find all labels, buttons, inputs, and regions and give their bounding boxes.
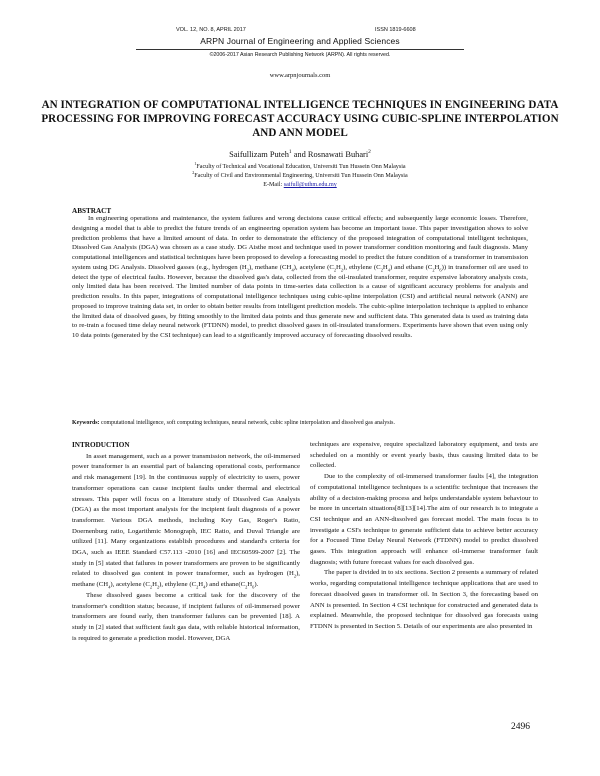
abstract-text: ) and ethane (C xyxy=(389,263,433,271)
author-1: Saifullizam Puteh xyxy=(229,150,289,159)
intro-paragraph: Due to the complexity of oil-immersed transformer faults [4], the integration of computational intelligence techniques is a scientific technique that increases the ability of a decision-making process and helps understandable system behaviour to be more in uncertain situations[8][13][14].The aim of our research is to integrate a CSI technique and an ANN-dissolved gas forecast model. The main focus is to investigate a CSI's technique to generate sufficient data to achieve better accuracy for a Focused Time Delay Neural Network (FTDNN) model to predict dissolved gases. This integration approach will enhance oil-immerse transformer fault diagnosis; with future forecast values for each dissolved gas. xyxy=(310,473,538,566)
affil-1-sup: 1 xyxy=(194,160,197,166)
author-and: and xyxy=(291,150,308,159)
subscript: 2 xyxy=(432,267,435,273)
email-link[interactable]: saifull@uthm.edu.my xyxy=(283,182,337,188)
right-column xyxy=(310,440,538,633)
body-text: In asset management, such as a power transmission network, the oil-immersed power transformer is an essential part of balancing operational costs, performance and risk management [19]. In the continuous supply of electricity to users, power transformer operations can cause incipient faults under thermal and electrical stresses. This paper will focus on a literature study of Dissolved Gas Analysis (DGA) as the most important analysis for the incipient fault diagnosis of a power transformer. Various DGA methods, including Key Gas, Roger's Ratio, Doernenburg ratio, Logarithmic Monograph, IEC Ratio, and Duval Triangle are utilized [11]. Many organizations establish procedures and standard's criteria for DGA, such as IEEE Standard C57.113 -2010 [16] and IEC60599-2007 [2]. The study in [5] stated that failures in power transformers are proven to be significantly related to dissolved gas content in power transformer, such as hydrogen (H xyxy=(72,452,300,578)
author-1-sup: 1 xyxy=(288,149,292,156)
subscript: 2 xyxy=(196,584,199,590)
affiliation-1 xyxy=(0,160,600,172)
volume-info: VOL. 12, NO. 8, APRIL 2017 xyxy=(176,27,246,33)
abstract-text: H xyxy=(336,263,341,271)
intro-paragraph: The paper is divided in to six sections. Section 2 presents a summary of related works, regarding computational intelligence technique applications that are used to forecast dissolved gases in transformer oil. In Section 3, the forecasting based on ANN is presented. In Section 4 CSI technique for constructed and generated data is explained. Meanwhile, the proposed technique for dissolved gas forecasts using FTDNN is presented in Section 5. Details of our experiments are also presented in xyxy=(310,569,538,630)
intro-paragraph: These dissolved gases become a critical task for the discovery of the transformer's condition status; because, if incipient failures of oil-immersed power transformers are found early, then transformer failures can be prevented [18]. A study in [2] stated that sufficient fault gas data, with reliable historical information, is required to generate a prediction model. However, DGA xyxy=(72,591,300,642)
abstract-text: )) in transformer oil are used to detect the type of electrical faults. However, because the dissolved gas's data, collected from the oil-insulated transformer, require expensive laboratory analysis costs, only limited data has been received. The limited number of data points in time-series data collection is a cause of significant accuracy problems for analysis and prediction results. In this paper, integrations of computational intelligence techniques using cubic-spline interpolation (CSI) and artificial neural network (ANN) are proposed to improve training data set, in order to obtain better results from intelligent prediction models. The cubic-spline interpolation technique is applied to enhance the limited data of dissolved gases, by fitting smoothly to the limited data points and thus generate new and sufficient data. This generated data is used as training data to re-train a focused time delay neural network (FTDNN) model, to predict dissolved gases in oil-insulated transformers. Experiments have shown that even using only 10 data points (generated by the CSI technique) can lead to a significantly improved accuracy of forecasting dissolved results. xyxy=(72,263,528,339)
body-text: H xyxy=(152,581,157,589)
abstract-text: ), ethylene (C xyxy=(343,263,381,271)
subscript: 4 xyxy=(203,584,206,590)
keywords-label: Keywords: xyxy=(72,420,100,426)
keywords-text: computational intelligence, soft computing techniques, neural network, cubic spline interpolation and dissolved gas analysis. xyxy=(99,420,395,426)
email-line xyxy=(0,181,600,190)
abstract-text: In engineering operations and maintenance, the system failures and wrong decisions cause critical effects; and subsequently large economic losses. Therefore, designing a model that is able to predict the future trends of an engineering operation system has become an important issue. This paper investigation shows to solve prediction problems that have a limited amount of data. In order to demonstrate the efficiency of the proposed integration of computational intelligent techniques, Dissolved Gas Analysis (DGA) was chosen as a case study. DG Aisthe xyxy=(72,215,528,252)
subscript: 6 xyxy=(439,267,442,273)
intro-paragraph xyxy=(72,452,300,591)
subscript: 4 xyxy=(291,267,294,273)
paper-title: AN INTEGRATION OF COMPUTATIONAL INTELLIGENCE TECHNIQUES IN ENGINEERING DATA PROCESSING FOR IMPROVING FORECAST ACCURACY USING CUBIC-SPLINE INTERPOLATION AND ANN MODEL xyxy=(41,99,559,139)
subscript: 2 xyxy=(246,267,249,273)
left-column xyxy=(72,440,300,644)
body-text: ) and ethane(C xyxy=(205,581,246,589)
email-label: E-Mail: xyxy=(263,182,284,188)
affil-1-text: Faculty of Technical and Vocational Education, Universiti Tun Hussein Onn Malaysia xyxy=(196,164,406,170)
abstract-text: ), methane (CH xyxy=(248,263,292,271)
author-line xyxy=(0,150,600,159)
abstract-text: most and technique used in power transformer condition monitoring and fault diagnosis. Many computational intelligences and statistical techniques have been proposed to develop a forecasting model to predict the future condition of a transformer in transmission system using DG Analysis. Dissolved gasses (e.g., hydrogen (H xyxy=(72,244,528,271)
abstract-body xyxy=(72,214,528,341)
subscript: 2 xyxy=(340,267,344,273)
issn: ISSN 1819-6608 xyxy=(375,27,416,33)
subscript: 2 xyxy=(380,267,383,273)
author-2-sup: 2 xyxy=(368,149,371,156)
abstract-text: H xyxy=(382,263,388,271)
subscript: 2 xyxy=(333,267,337,273)
subscript: 2 xyxy=(293,573,297,579)
subscript: 2 xyxy=(149,584,153,590)
body-text: H xyxy=(247,581,253,589)
body-text: ). xyxy=(254,581,259,589)
subscript: 2 xyxy=(245,584,248,590)
abstract-text: H xyxy=(434,263,440,271)
subscript: 6 xyxy=(252,584,255,590)
subscript: 2 xyxy=(156,584,160,590)
journal-name: ARPN Journal of Engineering and Applied Sciences xyxy=(200,36,400,46)
page-number: 2496 xyxy=(511,722,530,732)
subscript: 4 xyxy=(108,584,111,590)
affil-2-sup: 2 xyxy=(192,169,195,175)
introduction-heading: INTRODUCTION xyxy=(72,441,130,449)
intro-paragraph: techniques are expensive, require specialized laboratory equipment, and tests are scheduled on a monthly or event yearly basis, thus causing limited data to be collected. xyxy=(310,441,538,470)
keywords xyxy=(72,419,528,427)
affiliation-2 xyxy=(0,169,600,181)
affil-2-text: Faculty of Civil and Environmental Engineering, Universiti Tun Hussein Onn Malaysia xyxy=(194,173,408,179)
body-text: ), acetylene (C xyxy=(110,581,150,589)
subscript: 4 xyxy=(387,267,390,273)
copyright-line: ©2006-2017 Asian Research Publishing Network (ARPN). All rights reserved. xyxy=(209,52,391,58)
journal-url[interactable]: www.arpnjournals.com xyxy=(269,72,331,79)
abstract-heading: ABSTRACT xyxy=(72,207,112,215)
body-text: ), methane (CH xyxy=(72,570,300,589)
body-text: ), ethylene (C xyxy=(159,581,197,589)
header-rule xyxy=(136,49,464,50)
abstract-text: ), acetylene (C xyxy=(293,263,334,271)
body-text: H xyxy=(198,581,204,589)
author-2: Rosnawati Buhari xyxy=(307,150,369,159)
